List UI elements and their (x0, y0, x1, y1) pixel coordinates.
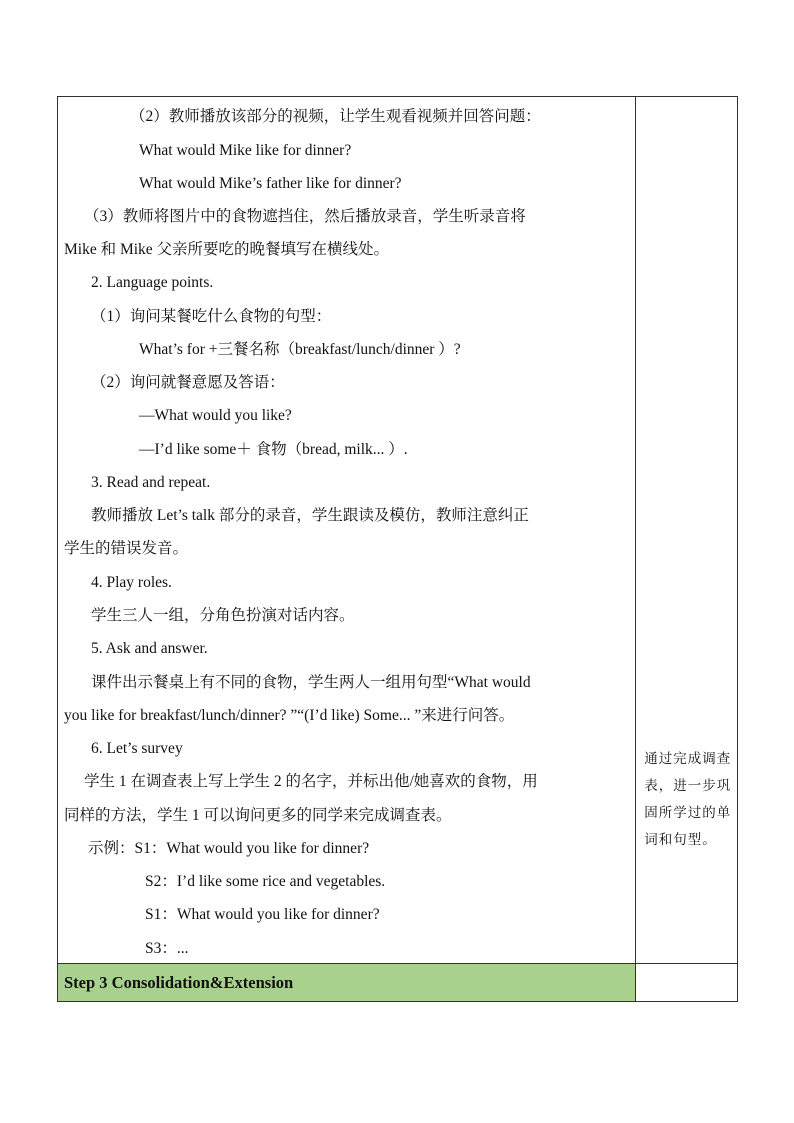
text-line: 2. Language points. (91, 274, 214, 291)
text-line: 课件出示餐桌上有不同的食物，学生两人一组用句型“What would (91, 674, 531, 691)
text-line: 同样的方法，学生 1 可以询问更多的同学来完成调查表。 (64, 807, 452, 824)
design-intent-cell (636, 97, 738, 964)
text-line: （2）询问就餐意愿及答语： (91, 374, 285, 391)
text-line: （2）教师播放该部分的视频，让学生观看视频并回答问题： (130, 108, 541, 125)
design-intent-note: 通过完成调查表，进一步巩固所学过的单词和句型。 (644, 751, 732, 847)
text-line: —I’d like some＋ 食物（bread, milk... ）. (139, 441, 408, 458)
text-line: —What would you like? (139, 407, 292, 424)
text-line: What’s for +三餐名称（breakfast/lunch/dinner ）? (139, 341, 461, 358)
text-line: 6. Let’s survey (91, 740, 183, 757)
table-row (58, 97, 738, 964)
text-line: 4. Play roles. (91, 574, 172, 591)
text-line: 学生的错误发音。 (64, 540, 189, 557)
text-line: （3）教师将图片中的食物遮挡住，然后播放录音，学生听录音将 (84, 208, 526, 225)
text-line: S3：... (145, 940, 189, 957)
text-line: 5. Ask and answer. (91, 640, 208, 657)
text-line: 教师播放 Let’s talk 部分的录音，学生跟读及模仿，教师注意纠正 (91, 507, 529, 524)
text-line: S2：I’d like some rice and vegetables. (145, 873, 386, 890)
procedure-cell (58, 97, 636, 964)
text-line: What would Mike’s father like for dinner? (139, 175, 402, 192)
text-line: 学生 1 在调查表上写上学生 2 的名字，并标出他/她喜欢的食物，用 (84, 773, 538, 790)
text-line: What would Mike like for dinner? (139, 142, 352, 159)
lesson-plan-table (57, 96, 738, 1002)
text-line: 3. Read and repeat. (91, 474, 211, 491)
text-line: （1）询问某餐吃什么食物的句型： (91, 308, 332, 325)
step-header: Step 3 Consolidation&Extension (58, 964, 636, 1002)
text-line: S1：What would you like for dinner? (145, 906, 380, 923)
step-header-blank-cell (636, 964, 738, 1002)
text-line: 学生三人一组，分角色扮演对话内容。 (91, 607, 355, 624)
text-line: 示例：S1：What would you like for dinner? (88, 840, 370, 857)
text-line: you like for breakfast/lunch/dinner? ”“(I’d like) Some... ”来进行问答。 (64, 707, 515, 724)
table-row (58, 964, 738, 1002)
text-line: Mike 和 Mike 父亲所要吃的晚餐填写在横线处。 (64, 241, 390, 258)
